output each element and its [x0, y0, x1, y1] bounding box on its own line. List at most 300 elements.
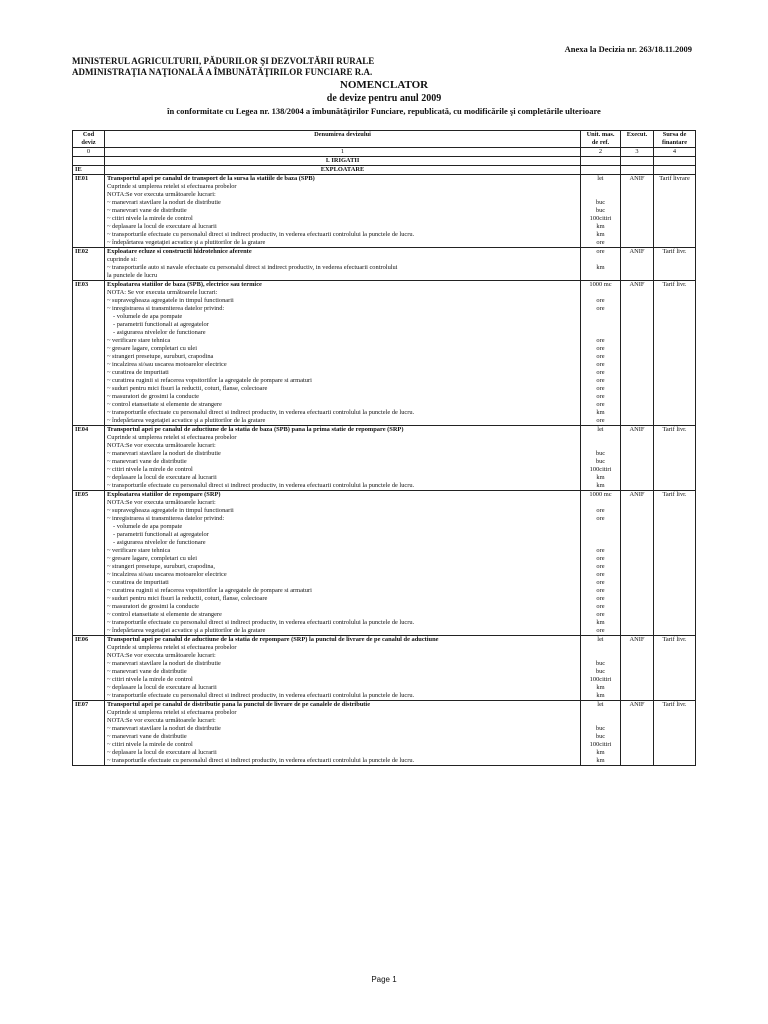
table-row — [73, 603, 696, 611]
col-header-unit: Unit. mas. de ref. — [581, 131, 621, 148]
source-cell — [654, 321, 696, 329]
unit-cell: ore — [581, 579, 621, 587]
unit-cell — [581, 272, 621, 281]
deviz-description: ~ transporturile efectuate cu personalul direct si indirect productiv, in vederea efectuarii controlului la punctele de lucru. — [105, 757, 581, 766]
source-cell — [654, 385, 696, 393]
deviz-description: ~ citiri nivele la mirele de control — [105, 215, 581, 223]
table-row — [73, 175, 696, 184]
deviz-code — [73, 207, 105, 215]
executant-cell — [621, 199, 654, 207]
deviz-description: Cuprinde si umplerea retelei si efectuarea probelor — [105, 434, 581, 442]
source-cell — [654, 579, 696, 587]
deviz-code — [73, 603, 105, 611]
table-row — [73, 571, 696, 579]
executant-cell — [621, 603, 654, 611]
executant-cell — [621, 482, 654, 491]
unit-cell — [581, 442, 621, 450]
deviz-description: NOTA:Se vor executa următoarele lucrari: — [105, 717, 581, 725]
deviz-code: IE02 — [73, 248, 105, 257]
executant-cell — [621, 515, 654, 523]
deviz-code — [73, 587, 105, 595]
deviz-description: ~ manevrari stavilare la noduri de distributie — [105, 725, 581, 733]
table-row — [73, 199, 696, 207]
source-cell: Tarif livr. — [654, 281, 696, 290]
unit-cell — [581, 499, 621, 507]
source-cell — [654, 450, 696, 458]
unit-cell: 1000 mc — [581, 281, 621, 290]
deviz-code — [73, 676, 105, 684]
unit-cell — [581, 717, 621, 725]
table-row — [73, 499, 696, 507]
source-cell — [654, 199, 696, 207]
executant-cell — [621, 741, 654, 749]
executant-cell — [621, 183, 654, 191]
deviz-code — [73, 466, 105, 474]
deviz-description: ~ supravegheaza agregatele in timpul functionarii — [105, 297, 581, 305]
deviz-description: NOTA:Se vor executa următoarele lucrari: — [105, 652, 581, 660]
executant-cell — [621, 507, 654, 515]
deviz-description: ~ îndepărtarea vegetaţiei acvatice şi a plutitorilor de la gratare — [105, 417, 581, 426]
executant-cell — [621, 377, 654, 385]
executant-cell — [621, 563, 654, 571]
source-cell — [654, 369, 696, 377]
deviz-description: ~ citiri nivele la mirele de control — [105, 676, 581, 684]
deviz-description: - parametrii functionali ai agregatelor — [105, 321, 581, 329]
deviz-code — [73, 239, 105, 248]
unit-cell — [581, 256, 621, 264]
source-cell — [654, 239, 696, 248]
unit-cell — [581, 289, 621, 297]
deviz-description: - asigurarea nivelelor de functionare — [105, 329, 581, 337]
deviz-code: IE06 — [73, 636, 105, 645]
deviz-code — [73, 539, 105, 547]
deviz-description: Transportul apei pe canalul de aductiune de la statia de baza (SPB) pana la prima statie de repompare (SRP) — [105, 426, 581, 435]
unit-cell — [581, 321, 621, 329]
table-row — [73, 725, 696, 733]
source-cell — [654, 611, 696, 619]
deviz-description: ~ deplasare la locul de executare al lucrarii — [105, 749, 581, 757]
source-cell — [654, 353, 696, 361]
executant-cell — [621, 393, 654, 401]
source-cell — [654, 272, 696, 281]
source-cell — [654, 474, 696, 482]
table-row — [73, 684, 696, 692]
executant-cell — [621, 353, 654, 361]
table-row — [73, 555, 696, 563]
col-number: 3 — [621, 148, 654, 157]
col-number: 4 — [654, 148, 696, 157]
deviz-description: ~ citiri nivele la mirele de control — [105, 466, 581, 474]
unit-cell: km — [581, 223, 621, 231]
executant-cell — [621, 531, 654, 539]
executant-cell: ANIF — [621, 426, 654, 435]
deviz-description: ~ manevrari stavilare la noduri de distributie — [105, 199, 581, 207]
unit-cell — [581, 652, 621, 660]
table-row — [73, 272, 696, 281]
deviz-code — [73, 305, 105, 313]
table-row — [73, 466, 696, 474]
unit-cell: 100citiri — [581, 466, 621, 474]
executant-cell — [621, 231, 654, 239]
deviz-code — [73, 717, 105, 725]
table-row — [73, 264, 696, 272]
deviz-description: ~ suduri pentru mici fisuri la reductii, coturi, flanse, colectoare — [105, 595, 581, 603]
deviz-code — [73, 619, 105, 627]
deviz-code — [73, 757, 105, 766]
source-cell — [654, 725, 696, 733]
source-cell — [654, 555, 696, 563]
deviz-code — [73, 289, 105, 297]
source-cell — [654, 676, 696, 684]
section-row — [73, 157, 696, 166]
executant-cell — [621, 733, 654, 741]
executant-cell — [621, 611, 654, 619]
source-cell — [654, 595, 696, 603]
executant-cell — [621, 409, 654, 417]
executant-cell — [621, 305, 654, 313]
deviz-code — [73, 264, 105, 272]
deviz-code — [73, 329, 105, 337]
subsection-row — [73, 166, 696, 175]
source-cell — [654, 231, 696, 239]
deviz-code — [73, 345, 105, 353]
source-cell — [654, 361, 696, 369]
deviz-description: Exploatarea statiilor de baza (SPB), electrice sau termice — [105, 281, 581, 290]
executant-cell — [621, 256, 654, 264]
source-cell — [654, 442, 696, 450]
table-row — [73, 709, 696, 717]
executant-cell — [621, 717, 654, 725]
source-cell: Tarif livrare — [654, 175, 696, 184]
deviz-description: Exploatarea statiilor de repompare (SRP) — [105, 491, 581, 500]
deviz-code — [73, 393, 105, 401]
deviz-code — [73, 482, 105, 491]
table-row — [73, 652, 696, 660]
table-row — [73, 256, 696, 264]
executant-cell: ANIF — [621, 701, 654, 710]
deviz-code — [73, 434, 105, 442]
executant-cell — [621, 434, 654, 442]
deviz-description: ~ inregistrarea si transmiterea datelor privind: — [105, 305, 581, 313]
unit-cell: 100citiri — [581, 215, 621, 223]
unit-cell: ore — [581, 305, 621, 313]
table-row — [73, 531, 696, 539]
source-cell — [654, 741, 696, 749]
deviz-description: ~ suduri pentru mici fisuri la reductii, coturi, flanse, colectoare — [105, 385, 581, 393]
unit-cell: ore — [581, 563, 621, 571]
executant-cell — [621, 361, 654, 369]
deviz-code — [73, 369, 105, 377]
table-row — [73, 676, 696, 684]
deviz-description: ~ transporturile efectuate cu personalul direct si indirect productiv, in vederea efectuarii controlului la punctele de lucru. — [105, 231, 581, 239]
deviz-description: Transportul apei pe canalul de transport de la sursa la statiile de baza (SPB) — [105, 175, 581, 184]
table-row — [73, 289, 696, 297]
executant-cell — [621, 313, 654, 321]
unit-cell: ore — [581, 239, 621, 248]
executant-cell — [621, 579, 654, 587]
table-row — [73, 329, 696, 337]
unit-cell: buc — [581, 733, 621, 741]
source-cell — [654, 215, 696, 223]
deviz-description: Exploatare ecluze si constructii hidrotehnice aferente — [105, 248, 581, 257]
unit-cell: ore — [581, 297, 621, 305]
deviz-code: IE03 — [73, 281, 105, 290]
unit-cell — [581, 523, 621, 531]
table-row — [73, 668, 696, 676]
executant-cell — [621, 619, 654, 627]
deviz-description: ~ strangeri presetupe, suruburi, crapodina — [105, 353, 581, 361]
table-row — [73, 741, 696, 749]
col-header-denumire: Denumirea devizului — [105, 131, 581, 148]
source-cell: Tarif livr. — [654, 491, 696, 500]
deviz-code — [73, 474, 105, 482]
deviz-description: ~ supravegheaza agregatele in timpul functionarii — [105, 507, 581, 515]
executant-cell — [621, 458, 654, 466]
table-row — [73, 313, 696, 321]
table-row — [73, 579, 696, 587]
source-cell — [654, 644, 696, 652]
unit-cell: ore — [581, 515, 621, 523]
deviz-code — [73, 684, 105, 692]
unit-cell: buc — [581, 450, 621, 458]
table-row — [73, 409, 696, 417]
table-row — [73, 434, 696, 442]
source-cell — [654, 523, 696, 531]
deviz-code — [73, 595, 105, 603]
table-row — [73, 701, 696, 710]
subsection-code: IE — [73, 166, 105, 175]
source-cell — [654, 587, 696, 595]
deviz-description: ~ control etanseitate si elemente de strangere — [105, 401, 581, 409]
table-row — [73, 426, 696, 435]
executant-cell — [621, 369, 654, 377]
unit-cell: km — [581, 264, 621, 272]
unit-cell — [581, 434, 621, 442]
executant-cell — [621, 523, 654, 531]
deviz-code — [73, 749, 105, 757]
unit-cell: ore — [581, 345, 621, 353]
executant-cell — [621, 749, 654, 757]
table-row — [73, 515, 696, 523]
section-title: I. IRIGATII — [105, 157, 581, 166]
table-row — [73, 191, 696, 199]
source-cell: Tarif livr. — [654, 426, 696, 435]
source-cell — [654, 401, 696, 409]
executant-cell — [621, 676, 654, 684]
deviz-description: ~ manevrari stavilare la noduri de distributie — [105, 660, 581, 668]
table-row — [73, 345, 696, 353]
source-cell — [654, 337, 696, 345]
unit-cell: buc — [581, 458, 621, 466]
deviz-code — [73, 313, 105, 321]
executant-cell — [621, 329, 654, 337]
executant-cell — [621, 692, 654, 701]
page-number: Page 1 — [371, 975, 397, 984]
table-row — [73, 369, 696, 377]
deviz-code — [73, 353, 105, 361]
source-cell — [654, 466, 696, 474]
executant-cell — [621, 499, 654, 507]
executant-cell — [621, 757, 654, 766]
unit-cell: ore — [581, 627, 621, 636]
table-row — [73, 627, 696, 636]
unit-cell: ore — [581, 369, 621, 377]
table-row — [73, 474, 696, 482]
deviz-code — [73, 223, 105, 231]
unit-cell: ore — [581, 571, 621, 579]
deviz-description: ~ citiri nivele la mirele de control — [105, 741, 581, 749]
source-cell — [654, 668, 696, 676]
source-cell — [654, 482, 696, 491]
executant-cell — [621, 417, 654, 426]
source-cell — [654, 183, 696, 191]
deviz-description: ~ incalzirea si/sau uscarea motoarelor electrice — [105, 361, 581, 369]
table-row — [73, 636, 696, 645]
table-row — [73, 749, 696, 757]
executant-cell: ANIF — [621, 491, 654, 500]
source-cell — [654, 717, 696, 725]
deviz-code — [73, 321, 105, 329]
deviz-code — [73, 741, 105, 749]
unit-cell: km — [581, 619, 621, 627]
deviz-code — [73, 660, 105, 668]
executant-cell — [621, 474, 654, 482]
deviz-code — [73, 231, 105, 239]
source-cell — [654, 571, 696, 579]
source-cell: Tarif livr. — [654, 636, 696, 645]
unit-cell: ore — [581, 507, 621, 515]
annex-reference: Anexa la Decizia nr. 263/18.11.2009 — [564, 44, 692, 54]
deviz-description: ~ inregistrarea si transmiterea datelor privind: — [105, 515, 581, 523]
source-cell — [654, 393, 696, 401]
executant-cell — [621, 321, 654, 329]
deviz-code — [73, 547, 105, 555]
source-cell — [654, 619, 696, 627]
source-cell — [654, 264, 696, 272]
table-row — [73, 385, 696, 393]
deviz-code — [73, 417, 105, 426]
deviz-code — [73, 563, 105, 571]
source-cell — [654, 709, 696, 717]
executant-cell — [621, 289, 654, 297]
source-cell — [654, 223, 696, 231]
table-row — [73, 458, 696, 466]
deviz-code — [73, 515, 105, 523]
deviz-code — [73, 611, 105, 619]
unit-cell: km — [581, 474, 621, 482]
source-cell — [654, 627, 696, 636]
executant-cell — [621, 652, 654, 660]
table-row — [73, 587, 696, 595]
deviz-code — [73, 507, 105, 515]
table-row — [73, 733, 696, 741]
executant-cell — [621, 223, 654, 231]
executant-cell — [621, 644, 654, 652]
source-cell — [654, 603, 696, 611]
source-cell — [654, 692, 696, 701]
deviz-description: ~ incalzirea si/sau uscarea motoarelor electrice — [105, 571, 581, 579]
executant-cell — [621, 272, 654, 281]
deviz-code — [73, 692, 105, 701]
unit-cell: 1000 mc — [581, 491, 621, 500]
table-row — [73, 507, 696, 515]
table-row — [73, 248, 696, 257]
deviz-code — [73, 377, 105, 385]
executant-cell: ANIF — [621, 175, 654, 184]
unit-cell: lei — [581, 426, 621, 435]
table-row — [73, 223, 696, 231]
executant-cell — [621, 297, 654, 305]
deviz-description: ~ gresare lagare, completari cu ulei — [105, 555, 581, 563]
table-row — [73, 757, 696, 766]
table-row — [73, 353, 696, 361]
unit-cell: ore — [581, 361, 621, 369]
unit-cell: lei — [581, 701, 621, 710]
source-cell — [654, 749, 696, 757]
executant-cell — [621, 207, 654, 215]
deviz-description: ~ îndepărtarea vegetaţiei acvatice şi a plutitorilor de la gratare — [105, 239, 581, 248]
deviz-description: ~ verificare stare tehnica — [105, 547, 581, 555]
source-cell — [654, 684, 696, 692]
deviz-description: cuprinde si: — [105, 256, 581, 264]
executant-cell — [621, 239, 654, 248]
executant-cell: ANIF — [621, 636, 654, 645]
table-row — [73, 361, 696, 369]
source-cell — [654, 539, 696, 547]
deviz-description: ~ curatirea de impuritati — [105, 369, 581, 377]
deviz-description: Cuprinde si umplerea retelei si efectuarea probelor — [105, 183, 581, 191]
unit-cell: km — [581, 409, 621, 417]
executant-cell: ANIF — [621, 248, 654, 257]
agency-name: ADMINISTRAŢIA NAŢIONALĂ A ÎMBUNĂTĂŢIRILOR FUNCIARE R.A. — [72, 67, 373, 77]
table-row — [73, 231, 696, 239]
unit-cell: 100citiri — [581, 676, 621, 684]
executant-cell — [621, 627, 654, 636]
unit-cell: 100citiri — [581, 741, 621, 749]
deviz-code — [73, 256, 105, 264]
subsection-title: EXPLOATARE — [105, 166, 581, 175]
executant-cell — [621, 337, 654, 345]
executant-cell — [621, 345, 654, 353]
executant-cell — [621, 587, 654, 595]
table-row — [73, 595, 696, 603]
executant-cell — [621, 571, 654, 579]
source-cell — [654, 409, 696, 417]
unit-cell: km — [581, 684, 621, 692]
unit-cell — [581, 531, 621, 539]
deviz-code — [73, 337, 105, 345]
deviz-description: ~ curatirea ruginii si refacerea vopsitoriilor la agregatele de pompare si armaturi — [105, 377, 581, 385]
deviz-code — [73, 191, 105, 199]
deviz-description: Transportul apei pe canalul de aductiune de la statia de repompare (SRP) la punctul de livrare de pe canalul de aductiune — [105, 636, 581, 645]
unit-cell — [581, 329, 621, 337]
source-cell — [654, 547, 696, 555]
table-row — [73, 401, 696, 409]
executant-cell — [621, 684, 654, 692]
table-row — [73, 377, 696, 385]
table-row — [73, 305, 696, 313]
table-row — [73, 619, 696, 627]
deviz-description: ~ deplasare la locul de executare al lucrarii — [105, 684, 581, 692]
source-cell — [654, 563, 696, 571]
table-row — [73, 539, 696, 547]
unit-cell: ore — [581, 248, 621, 257]
unit-cell: buc — [581, 199, 621, 207]
col-header-sursa: Sursa de finantare — [654, 131, 696, 148]
source-cell — [654, 289, 696, 297]
deviz-description: ~ transporturile efectuate cu personalul direct si indirect productiv, in vederea efectuarii controlului la punctele de lucru. — [105, 482, 581, 491]
source-cell — [654, 733, 696, 741]
